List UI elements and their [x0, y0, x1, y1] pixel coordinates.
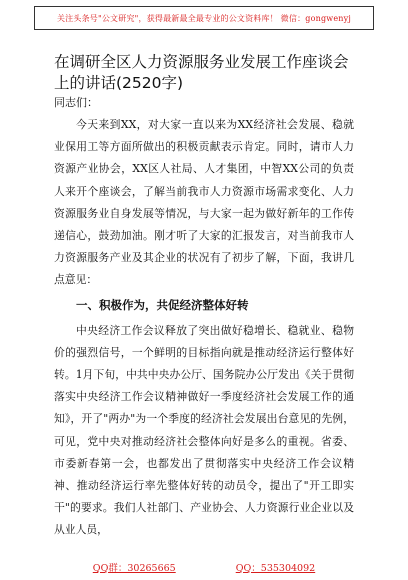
footer-qq[interactable]: QQ：535304092 — [235, 563, 316, 574]
document-title: 在调研全区人力资源服务业发展工作座谈会上的讲话(2520字) — [54, 53, 349, 92]
section-heading-1: 一、积极作为，共促经济整体好转 — [76, 297, 249, 312]
footer-contact — [0, 560, 408, 576]
section-paragraph: 中央经济工作会议释放了突出做好稳增长、稳就业、稳物价的强烈信号，一个鲜明的目标指向就是推动经济运行整体好转。1月下旬，中共中央办公厅、国务院办公厅发出《关于贯彻落实中央经济工作会议精神做好一季度经济社会发展工作的通知》，开了"两办"为一个季度的经济社会发展出台意见的先例，可见，党中央对推动经济社会整体向好是多么的重视。省委、市委新春第一会，也都发出了贯彻落实中央经济工作会议精神、推动经济运行率先整体好转的动员令，提出了"开工即实干"的要求。我们人社部门、产业协会、人力资源行业企业以及从业人员， — [54, 323, 354, 537]
intro-paragraph: 今天来到XX，对大家一直以来为XX经济社会发展、稳就业保用工等方面所做出的积极贡献表示肯定。同时，请市人力资源产业协会，XX区人社局、人才集团，中智XX公司的负责人来开个座谈会，了解当前我市人力资源市场需求变化、人力资源服务业自身发展等情况，与大家一起为做好新年的工作传递信心，鼓劲加油。刚才听了大家的汇报发言，对当前我市人力资源服务产业及其企业的状况有了初步了解，下面，我讲几点意见： — [54, 118, 354, 287]
promo-banner — [34, 6, 374, 30]
document-page — [54, 52, 354, 542]
footer-qq-group[interactable]: QQ群：30265665 — [92, 563, 176, 574]
promo-banner-text: 关注头条号"公文研究"，获得最新最全最专业的公文资料库！ 微信：gongwenyj — [56, 13, 352, 23]
greeting: 同志们： — [54, 96, 98, 109]
